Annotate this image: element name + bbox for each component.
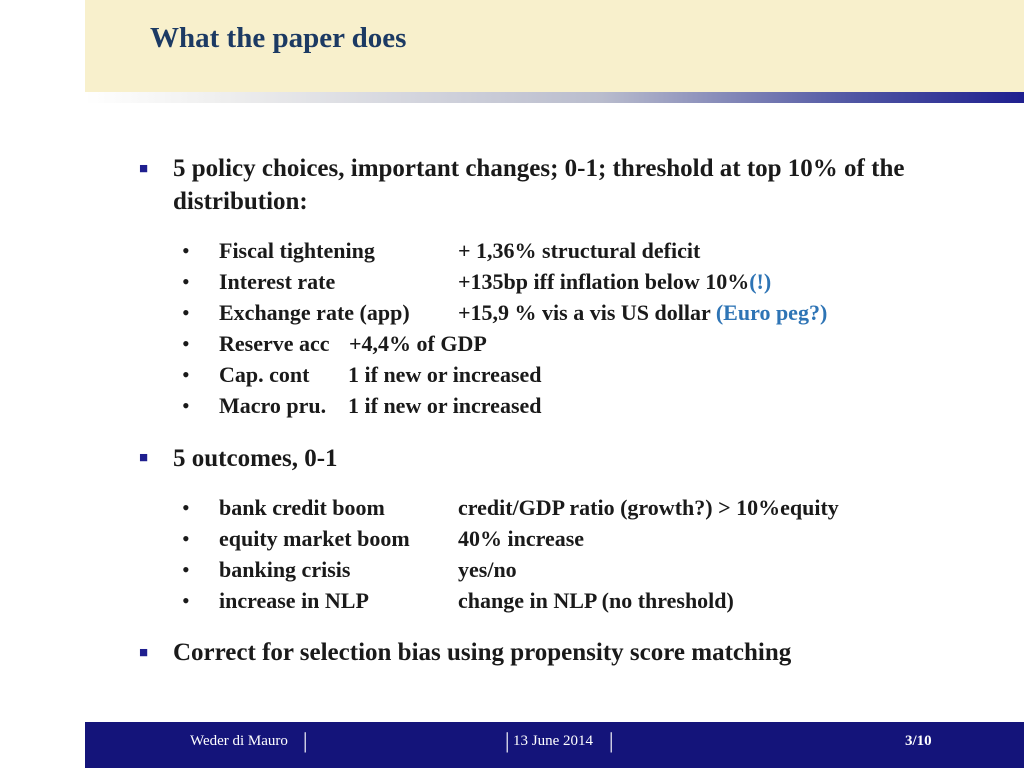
round-bullet-icon: • — [182, 300, 190, 325]
round-bullet-icon: • — [182, 557, 190, 582]
policy-desc: +4,4% of GDP — [349, 331, 487, 356]
policy-name: Interest rate — [219, 269, 336, 294]
policy-desc: 1 if new or increased — [348, 362, 542, 387]
policy-name: Fiscal tightening — [219, 238, 375, 263]
footer-bar — [85, 722, 1024, 768]
round-bullet-icon: • — [182, 362, 190, 387]
policy-name: Cap. cont — [219, 362, 310, 387]
square-bullet-icon: ■ — [139, 645, 149, 661]
page-number: 3/10 — [905, 733, 932, 749]
round-bullet-icon: • — [182, 495, 190, 520]
outcome-name: bank credit boom — [219, 495, 385, 520]
policy-note: (Euro peg?) — [715, 300, 828, 325]
bullet-outcomes: 5 outcomes, 0-1 — [173, 445, 338, 472]
policy-desc: 1 if new or increased — [348, 393, 542, 418]
round-bullet-icon: • — [182, 269, 190, 294]
footer-date: 13 June 2014 — [513, 733, 593, 749]
policy-desc: +15,9 % vis a vis US dollar — [458, 300, 716, 325]
round-bullet-icon: • — [182, 588, 190, 613]
outcome-name: banking crisis — [219, 557, 351, 582]
round-bullet-icon: • — [182, 393, 190, 418]
outcome-desc: change in NLP (no threshold) — [458, 588, 734, 613]
round-bullet-icon: • — [182, 238, 190, 263]
policy-note: (!) — [749, 269, 772, 294]
bullet-selection-bias: Correct for selection bias using propensity score matching — [173, 639, 792, 666]
outcome-desc: 40% increase — [458, 526, 585, 551]
footer-author: Weder di Mauro — [190, 733, 288, 749]
policy-name: Exchange rate (app) — [219, 300, 410, 325]
footer-separator: | — [303, 728, 308, 753]
outcome-name: increase in NLP — [219, 588, 369, 613]
policy-name: Macro pru. — [219, 393, 327, 418]
policy-name: Reserve acc — [219, 331, 330, 356]
policy-desc: +135bp iff inflation below 10% — [458, 269, 750, 294]
outcome-desc: credit/GDP ratio (growth?) > 10%equity — [458, 495, 839, 520]
outcome-name: equity market boom — [219, 526, 410, 551]
round-bullet-icon: • — [182, 331, 190, 356]
round-bullet-icon: • — [182, 526, 190, 551]
footer-separator: | — [609, 728, 614, 753]
square-bullet-icon: ■ — [139, 161, 149, 177]
slide-title: What the paper does — [150, 22, 407, 54]
footer-separator: | — [505, 728, 510, 753]
square-bullet-icon: ■ — [139, 450, 149, 466]
policy-desc: + 1,36% structural deficit — [458, 238, 701, 263]
header-gradient-bar — [85, 92, 1024, 103]
bullet-policy-choices: 5 policy choices, important changes; 0-1; threshold at top 10% of the distribution: — [173, 155, 905, 215]
outcome-desc: yes/no — [458, 557, 517, 582]
